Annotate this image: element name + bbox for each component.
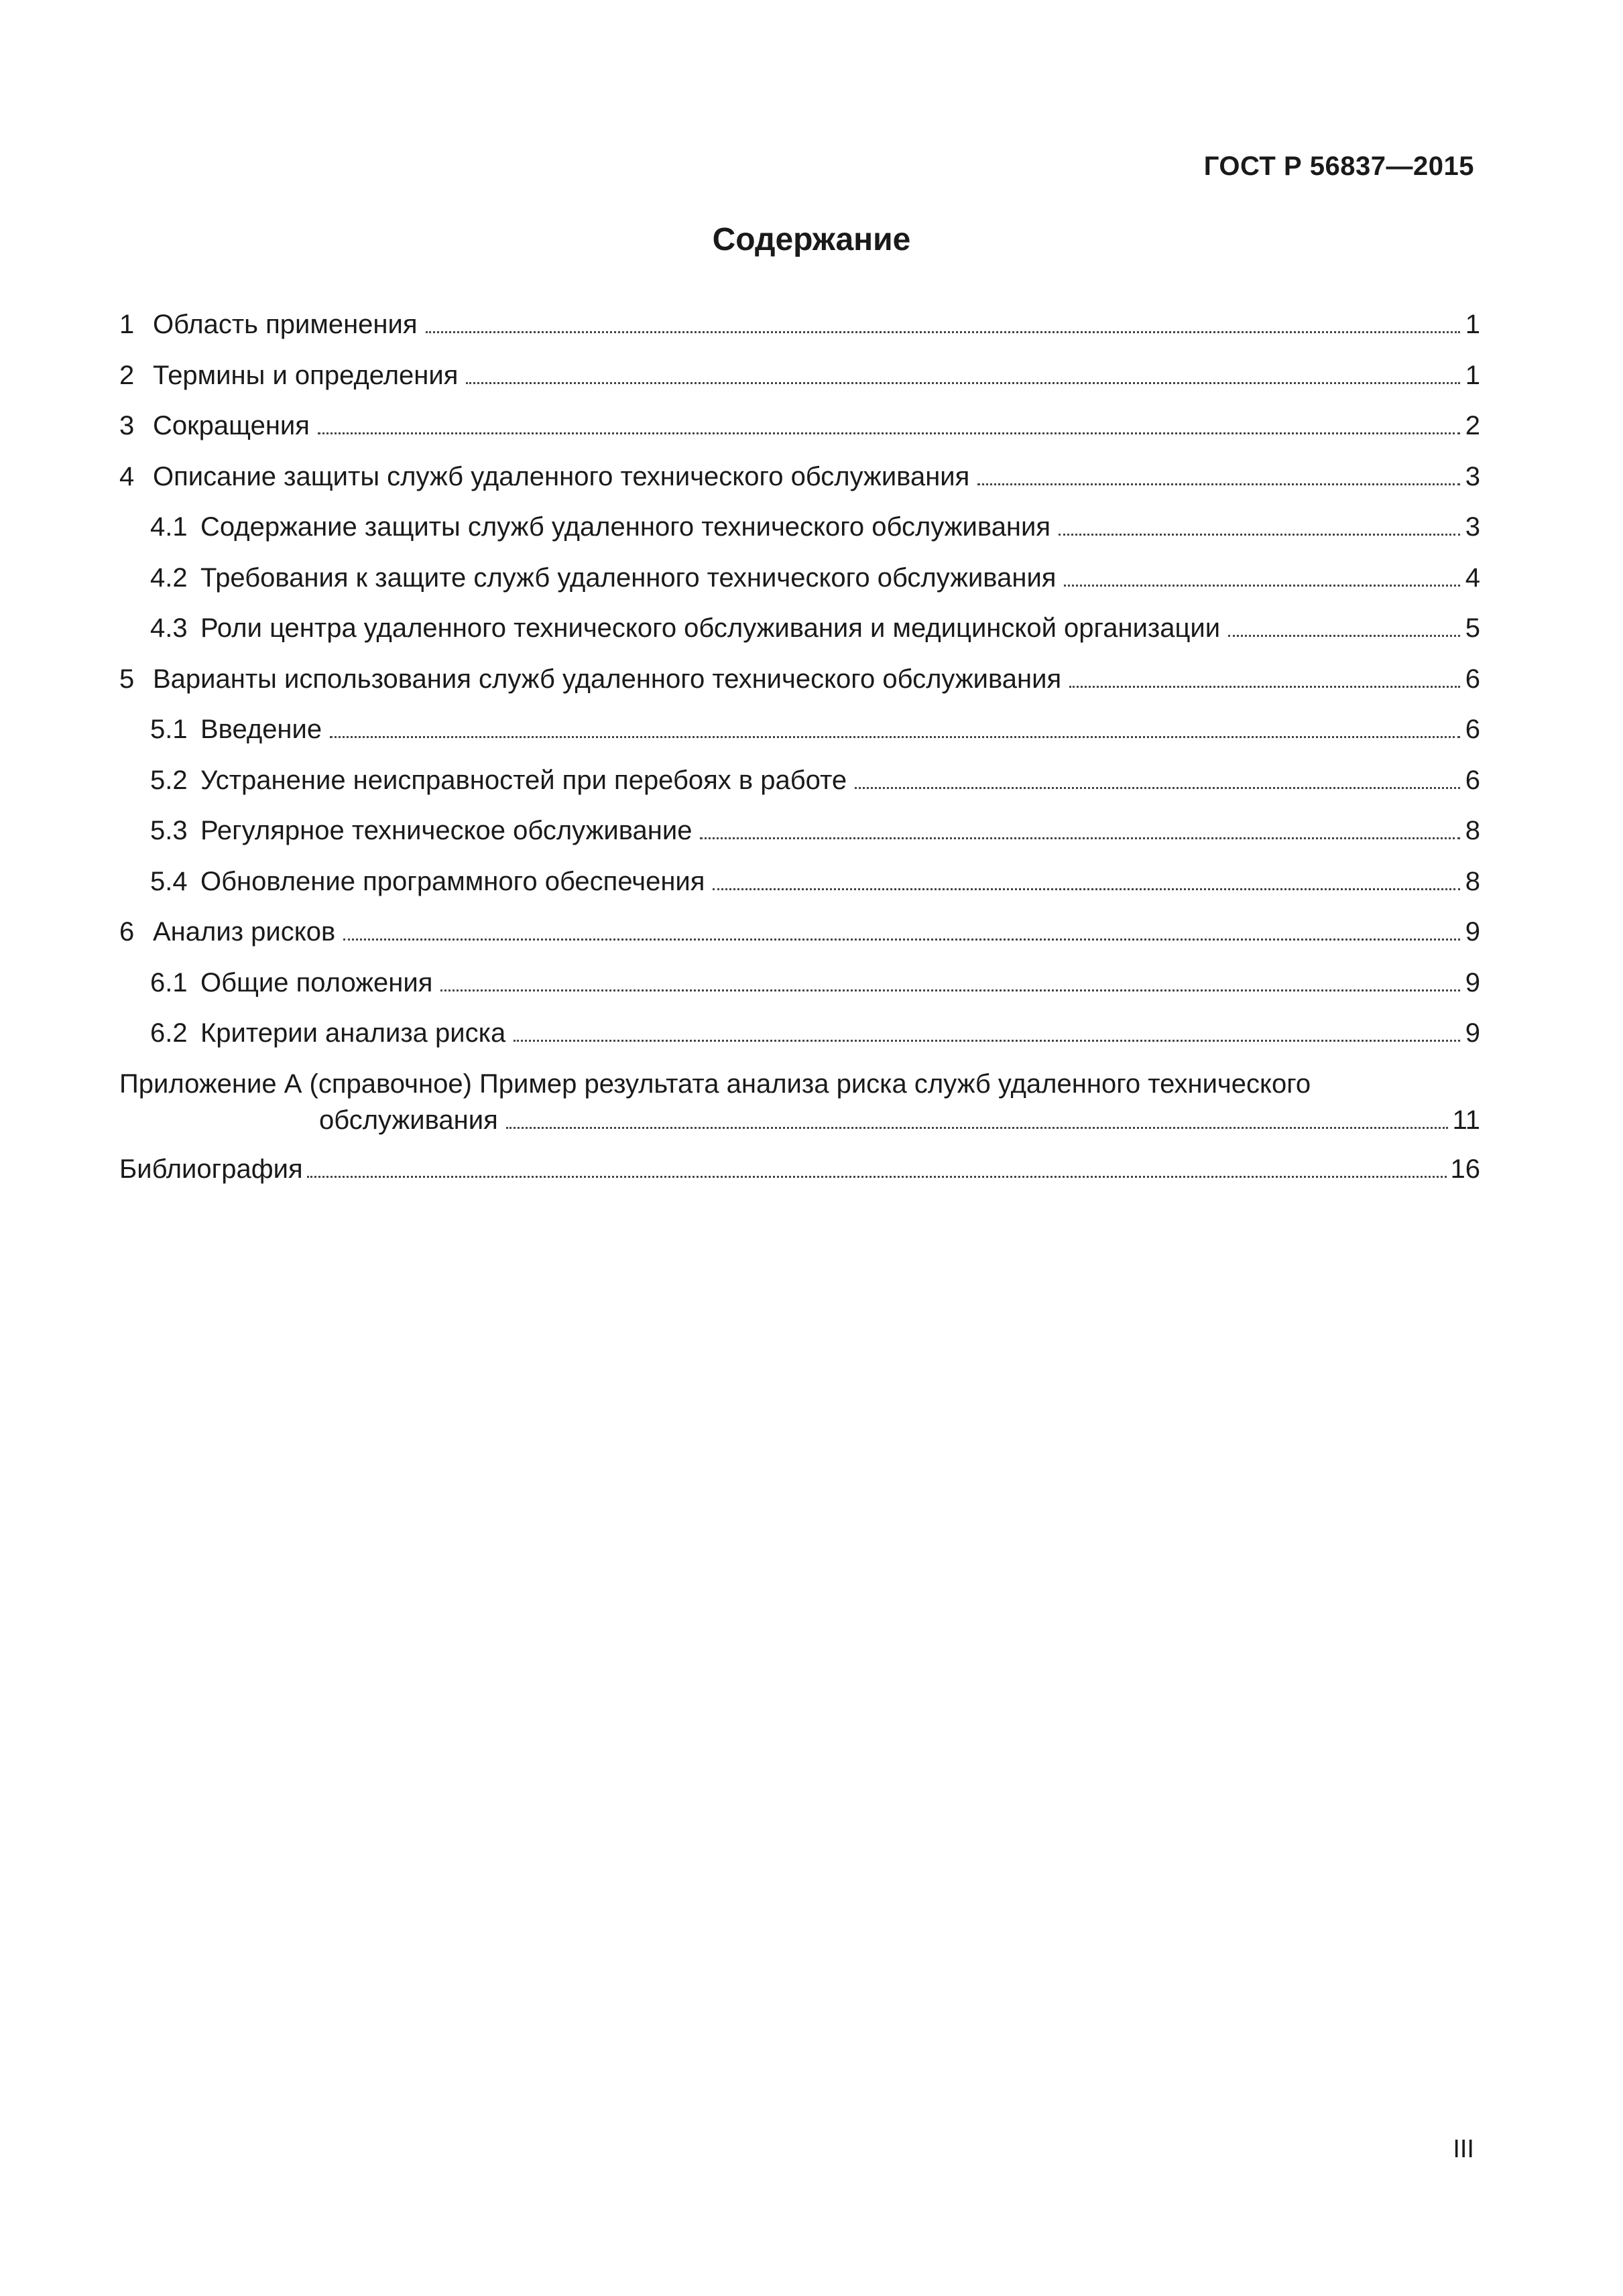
- document-number: ГОСТ Р 56837—2015: [1203, 152, 1474, 181]
- dot-leader: [1228, 635, 1460, 637]
- toc-entry-2[interactable]: [119, 361, 1480, 412]
- toc-entry-number: 3: [119, 411, 135, 440]
- toc-entry-page: 16: [1450, 1154, 1480, 1184]
- toc-entry-title: Устранение неисправностей при перебоях в работе: [200, 765, 847, 795]
- toc-entry-4-1[interactable]: [119, 512, 1480, 563]
- dot-leader: [343, 939, 1460, 941]
- toc-entry-page: 11: [1452, 1105, 1480, 1135]
- toc-entry-number: 4: [119, 461, 135, 491]
- toc-entry-number: 6.1: [150, 967, 188, 998]
- annex-title-line1: Приложение А (справочное) Пример результата анализа риска служб удаленного технического: [119, 1069, 1311, 1099]
- dot-leader: [330, 736, 1460, 738]
- toc-entry-title: Анализ рисков: [153, 917, 336, 947]
- toc-entry-5[interactable]: [119, 664, 1480, 715]
- toc-entry-number: 6.2: [150, 1018, 188, 1048]
- toc-entry-number: 4.3: [150, 613, 188, 643]
- toc-entry-page: 3: [1465, 512, 1480, 542]
- dot-leader: [307, 1176, 1447, 1178]
- toc-entry-title: Сокращения: [153, 411, 310, 440]
- toc-entry-bibliography[interactable]: [119, 1154, 1480, 1205]
- toc-entry-title: Требования к защите служб удаленного технического обслуживания: [200, 562, 1057, 593]
- dot-leader: [1059, 534, 1460, 536]
- toc-entry-4-2[interactable]: [119, 563, 1480, 614]
- toc-entry-title: Библиография: [119, 1154, 303, 1184]
- toc-entry-page: 8: [1465, 816, 1480, 845]
- toc-entry-number: 4.1: [150, 512, 188, 542]
- toc-entry-page: 4: [1465, 562, 1480, 593]
- toc-entry-page: 2: [1465, 411, 1480, 440]
- toc-entry-title: Варианты использования служб удаленного технического обслуживания: [153, 664, 1062, 694]
- dot-leader: [318, 432, 1460, 434]
- toc-entry-number: 2: [119, 360, 135, 390]
- toc-entry-title: Содержание защиты служб удаленного технического обслуживания: [200, 512, 1051, 542]
- toc-entry-page: 6: [1465, 715, 1480, 744]
- toc-entry-title: Описание защиты служб удаленного технического обслуживания: [153, 461, 970, 491]
- toc-entry-page: 9: [1465, 917, 1480, 947]
- toc-entry-title: Регулярное техническое обслуживание: [200, 816, 693, 845]
- toc-entry-page: 9: [1465, 1018, 1480, 1048]
- toc-entry-3[interactable]: [119, 411, 1480, 462]
- toc-entry-number: 1: [119, 310, 135, 339]
- toc-entry-4-3[interactable]: [119, 613, 1480, 664]
- toc-entry-number: 5: [119, 664, 135, 694]
- toc-entry-page: 1: [1465, 310, 1480, 339]
- toc-entry-5-2[interactable]: [119, 766, 1480, 817]
- dot-leader: [1064, 585, 1460, 587]
- toc-entry-number: 5.2: [150, 765, 188, 795]
- toc-entry-1[interactable]: [119, 310, 1480, 361]
- toc-entry-number: 5.1: [150, 715, 188, 744]
- toc-entry-title: Общие положения: [200, 967, 433, 998]
- dot-leader: [440, 989, 1460, 991]
- page-number: III: [1453, 2135, 1474, 2163]
- toc-entry-annex-a[interactable]: [119, 1069, 1480, 1151]
- toc-entry-page: 1: [1465, 360, 1480, 390]
- toc-entry-5-4[interactable]: [119, 867, 1480, 918]
- toc-entry-page: 6: [1465, 765, 1480, 795]
- toc-entry-title: Обновление программного обеспечения: [200, 866, 705, 896]
- toc-entry-number: 4.2: [150, 562, 188, 593]
- toc-title: Содержание: [712, 222, 911, 257]
- table-of-contents: [119, 310, 1480, 1205]
- toc-entry-title: Термины и определения: [153, 360, 459, 390]
- dot-leader: [514, 1040, 1460, 1042]
- toc-entry-title: Роли центра удаленного технического обслуживания и медицинской организации: [200, 613, 1221, 643]
- dot-leader: [1069, 686, 1460, 688]
- toc-entry-page: 9: [1465, 967, 1480, 998]
- toc-entry-page: 3: [1465, 461, 1480, 491]
- toc-entry-6[interactable]: [119, 917, 1480, 968]
- toc-entry-number: 5.3: [150, 816, 188, 845]
- toc-entry-6-1[interactable]: [119, 968, 1480, 1019]
- toc-entry-6-2[interactable]: [119, 1018, 1480, 1069]
- dot-leader: [977, 483, 1460, 485]
- dot-leader: [700, 837, 1460, 839]
- toc-entry-page: 6: [1465, 664, 1480, 694]
- toc-entry-5-3[interactable]: [119, 816, 1480, 867]
- dot-leader: [713, 888, 1460, 890]
- dot-leader: [426, 331, 1460, 333]
- toc-entry-title: Введение: [200, 715, 322, 744]
- toc-entry-page: 8: [1465, 866, 1480, 896]
- toc-entry-number: 6: [119, 917, 135, 947]
- annex-title-line2: обслуживания: [319, 1105, 498, 1135]
- toc-entry-4[interactable]: [119, 462, 1480, 513]
- toc-entry-number: 5.4: [150, 866, 188, 896]
- dot-leader: [466, 382, 1460, 384]
- dot-leader: [506, 1127, 1449, 1129]
- toc-entry-title: Критерии анализа риска: [200, 1018, 506, 1048]
- toc-entry-page: 5: [1465, 613, 1480, 643]
- annex-title-line2-row: [119, 1105, 1480, 1151]
- dot-leader: [855, 787, 1460, 789]
- toc-entry-5-1[interactable]: [119, 715, 1480, 766]
- toc-entry-title: Область применения: [153, 310, 418, 339]
